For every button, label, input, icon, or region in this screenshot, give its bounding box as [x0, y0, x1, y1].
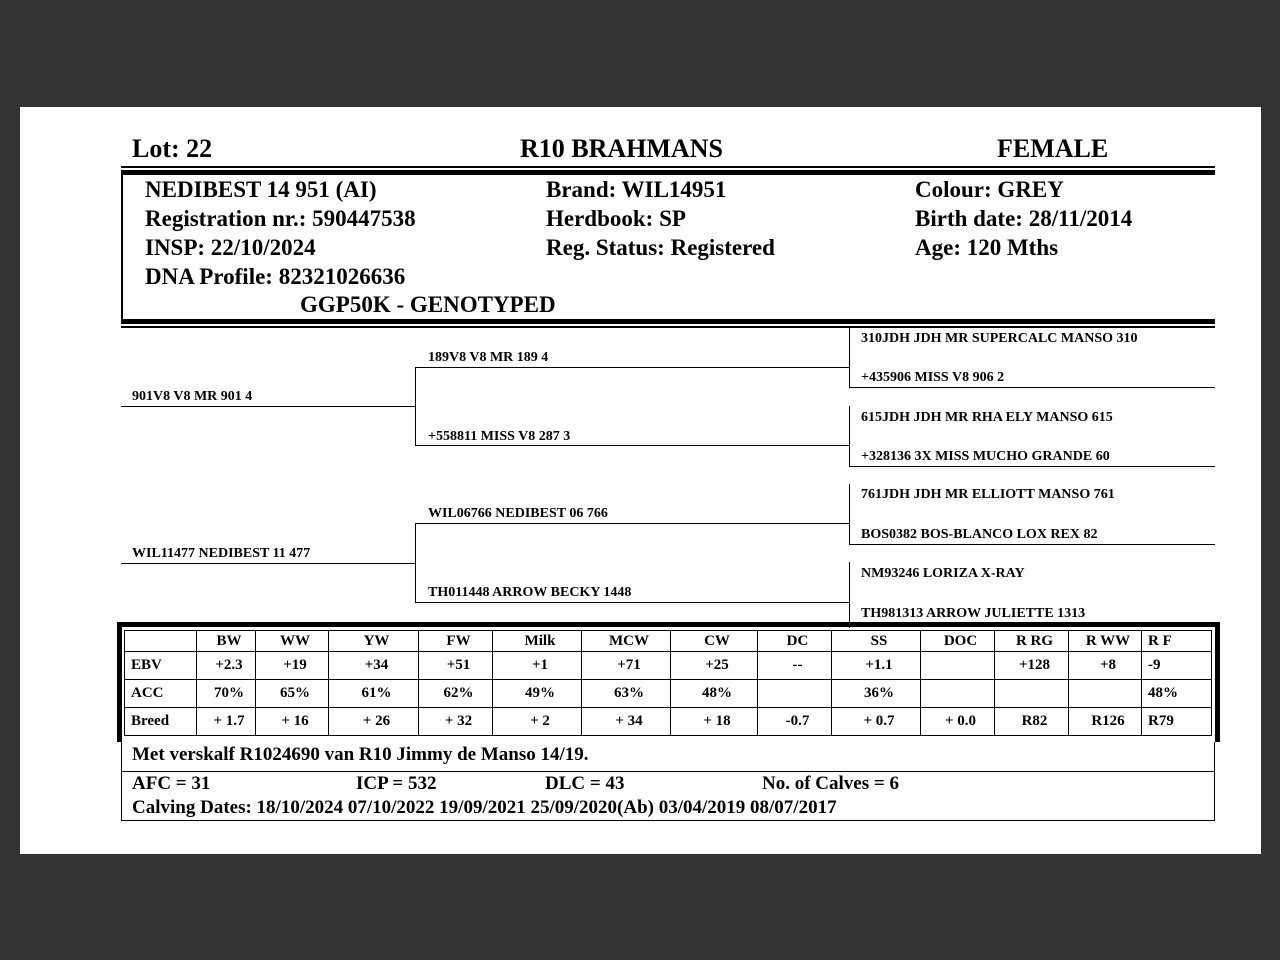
pedigree-ddd: TH981313 ARROW JULIETTE 1313: [861, 606, 1086, 621]
header-rule-thin: [121, 166, 1215, 168]
table-cell: -0.7: [758, 708, 832, 736]
dna-profile: DNA Profile: 82321026636: [145, 264, 406, 289]
header-cell: DC: [758, 631, 832, 652]
dam-line: [121, 563, 416, 564]
ssd-line: [849, 387, 1215, 388]
sex-label: FEMALE: [997, 134, 1109, 163]
table-cell: + 16: [256, 708, 329, 736]
table-cell: + 32: [419, 708, 493, 736]
table-cell: + 18: [671, 708, 758, 736]
ebv-row: [125, 652, 1212, 680]
breeder-name: R10 BRAHMANS: [520, 134, 723, 163]
lot-number: Lot: 22: [132, 134, 213, 163]
table-cell: + 0.7: [832, 708, 921, 736]
pedigree-sire: 901V8 V8 MR 901 4: [132, 389, 253, 404]
table-cell: [921, 680, 995, 708]
table-cell: 63%: [582, 680, 671, 708]
header-cell: WW: [256, 631, 329, 652]
brand: Brand: WIL14951: [546, 177, 727, 202]
row-label: EBV: [125, 652, 197, 680]
dsd-line: [849, 544, 1215, 545]
notes-left-border: [121, 742, 122, 821]
pedigree-dam-sire: WIL06766 NEDIBEST 06 766: [428, 506, 608, 521]
pedigree-sds: 615JDH JDH MR RHA ELY MANSO 615: [861, 410, 1113, 425]
info-left-border: [121, 175, 123, 320]
pedigree-dsd: BOS0382 BOS-BLANCO LOX REX 82: [861, 527, 1098, 542]
dam-bracket: [415, 523, 416, 603]
table-cell: 48%: [671, 680, 758, 708]
header-cell: R F: [1142, 631, 1212, 652]
header-cell: YW: [329, 631, 419, 652]
header-cell: FW: [419, 631, 493, 652]
table-cell: +128: [995, 652, 1069, 680]
pedigree-sire-sire: 189V8 V8 MR 189 4: [428, 350, 549, 365]
calf-note: Met verskalf R1024690 van R10 Jimmy de Manso 14/19.: [132, 744, 589, 765]
table-cell: +71: [582, 652, 671, 680]
header-cell: SS: [832, 631, 921, 652]
table-cell: +19: [256, 652, 329, 680]
table-cell: R126: [1069, 708, 1142, 736]
sd-bracket: [849, 406, 850, 466]
icp-value: ICP = 532: [356, 773, 437, 794]
pedigree-dss: 761JDH JDH MR ELLIOTT MANSO 761: [861, 487, 1115, 502]
animal-name: NEDIBEST 14 951 (AI): [145, 177, 377, 202]
sire-line: [121, 406, 416, 407]
header-cell: R RG: [995, 631, 1069, 652]
pedigree-rule-thin: [121, 326, 1215, 328]
pedigree-sire-dam: +558811 MISS V8 287 3: [428, 429, 571, 444]
table-cell: +8: [1069, 652, 1142, 680]
table-cell: + 34: [582, 708, 671, 736]
table-cell: 61%: [329, 680, 419, 708]
dlc-value: DLC = 43: [545, 773, 625, 794]
table-cell: +34: [329, 652, 419, 680]
breed-row: [125, 708, 1212, 736]
calves-count: No. of Calves = 6: [762, 773, 899, 794]
table-cell: +25: [671, 652, 758, 680]
table-cell: --: [758, 652, 832, 680]
table-cell: [995, 680, 1069, 708]
ebv-frame-right: [1215, 622, 1220, 742]
dd-line: [415, 602, 850, 603]
table-cell: + 26: [329, 708, 419, 736]
pedigree-rule-thick: [121, 319, 1215, 324]
row-label: ACC: [125, 680, 197, 708]
table-cell: +1: [493, 652, 582, 680]
table-cell: -9: [1142, 652, 1212, 680]
ebv-header-row: [125, 631, 1212, 652]
table-cell: R82: [995, 708, 1069, 736]
ss-line: [415, 367, 850, 368]
header-rule-thick: [121, 170, 1215, 175]
table-cell: + 0.0: [921, 708, 995, 736]
header-cell: MCW: [582, 631, 671, 652]
dd-bracket: [849, 562, 850, 628]
sdd-line: [849, 466, 1215, 467]
pedigree-sss: 310JDH JDH MR SUPERCALC MANSO 310: [861, 331, 1138, 346]
notes-right-border: [1214, 742, 1215, 821]
table-cell: 48%: [1142, 680, 1212, 708]
header-cell: R WW: [1069, 631, 1142, 652]
table-cell: + 2: [493, 708, 582, 736]
row-label: Breed: [125, 708, 197, 736]
table-cell: [758, 680, 832, 708]
ebv-table: [124, 630, 1212, 736]
afc-value: AFC = 31: [132, 773, 211, 794]
table-cell: 49%: [493, 680, 582, 708]
table-cell: 65%: [256, 680, 329, 708]
sire-bracket: [415, 367, 416, 446]
notes-divider: [121, 771, 1215, 772]
herdbook: Herdbook: SP: [546, 206, 686, 231]
table-cell: 70%: [197, 680, 256, 708]
registration-status: Reg. Status: Registered: [546, 235, 775, 260]
acc-row: [125, 680, 1212, 708]
colour: Colour: GREY: [915, 177, 1064, 202]
header-cell: [125, 631, 197, 652]
header-cell: BW: [197, 631, 256, 652]
genotype-status: GGP50K - GENOTYPED: [300, 292, 556, 317]
ebv-frame-left: [117, 622, 122, 742]
table-cell: [921, 652, 995, 680]
pedigree-dam-dam: TH011448 ARROW BECKY 1448: [428, 585, 632, 600]
header-cell: Milk: [493, 631, 582, 652]
pedigree-ssd: +435906 MISS V8 906 2: [861, 370, 1005, 385]
ds-line: [415, 523, 850, 524]
header-cell: CW: [671, 631, 758, 652]
table-cell: +1.1: [832, 652, 921, 680]
sd-line: [415, 445, 850, 446]
calving-dates: Calving Dates: 18/10/2024 07/10/2022 19/09/2021 25/09/2020(Ab) 03/04/2019 08/07/2017: [132, 797, 837, 818]
table-cell: [1069, 680, 1142, 708]
ebv-frame-top: [117, 622, 1220, 627]
age: Age: 120 Mths: [915, 235, 1059, 260]
table-cell: 62%: [419, 680, 493, 708]
birth-date: Birth date: 28/11/2014: [915, 206, 1133, 231]
ds-bracket: [849, 484, 850, 544]
table-cell: + 1.7: [197, 708, 256, 736]
insp-date: INSP: 22/10/2024: [145, 235, 316, 260]
ss-bracket: [849, 328, 850, 388]
table-cell: R79: [1142, 708, 1212, 736]
table-cell: +51: [419, 652, 493, 680]
notes-bottom-border: [121, 820, 1215, 821]
pedigree-dam: WIL11477 NEDIBEST 11 477: [132, 546, 311, 561]
header-cell: DOC: [921, 631, 995, 652]
table-cell: 36%: [832, 680, 921, 708]
pedigree-sdd: +328136 3X MISS MUCHO GRANDE 60: [861, 449, 1110, 464]
registration-number: Registration nr.: 590447538: [145, 206, 416, 231]
pedigree-dds: NM93246 LORIZA X-RAY: [861, 566, 1025, 581]
table-cell: +2.3: [197, 652, 256, 680]
